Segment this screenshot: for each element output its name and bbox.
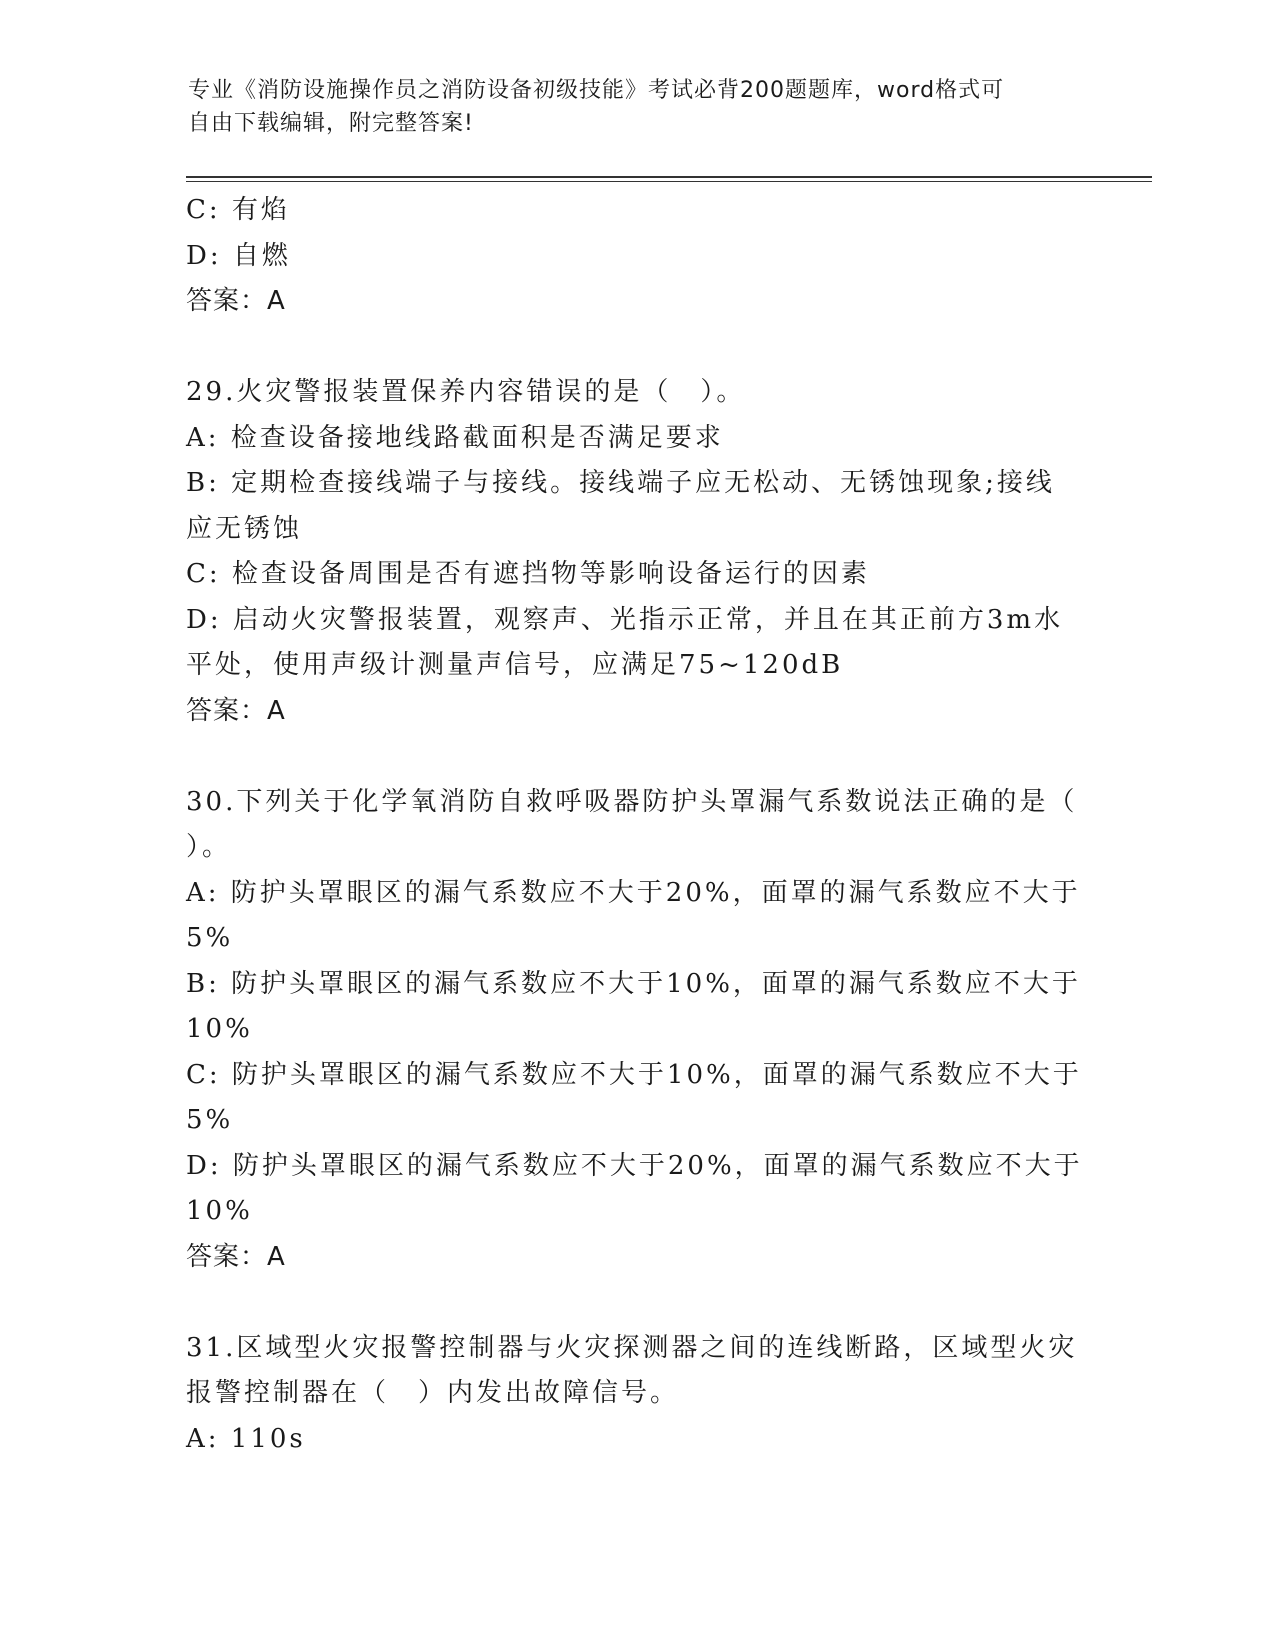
option-b-continued: 10%	[186, 1014, 253, 1044]
question-31	[186, 1326, 1086, 1463]
option-d-continued: 平处，使用声级计测量声信号，应满足75~120dB	[186, 650, 844, 680]
option-c: C: 有焰	[186, 195, 290, 225]
previous-question	[186, 188, 1086, 325]
option-d-continued: 10%	[186, 1196, 253, 1226]
option-b-continued: 应无锈蚀	[186, 513, 303, 544]
question-content	[186, 188, 1086, 1462]
option-b: B: 防护头罩眼区的漏气系数应不大于10%，面罩的漏气系数应不大于	[186, 968, 1081, 999]
option-a: A: 110s	[186, 1423, 306, 1454]
answer: 答案：A	[186, 695, 286, 726]
question-30	[186, 780, 1086, 1281]
option-a: A: 检查设备接地线路截面积是否满足要求	[186, 422, 724, 453]
header-divider-thin	[186, 181, 1152, 182]
question-stem-continued: ）。	[186, 832, 232, 862]
spacer	[186, 734, 1086, 780]
spacer	[186, 1280, 1086, 1326]
question-stem: 31.区域型火灾报警控制器与火灾探测器之间的连线断路，区域型火灾	[186, 1332, 1078, 1363]
option-a: A: 防护头罩眼区的漏气系数应不大于20%，面罩的漏气系数应不大于	[186, 877, 1081, 908]
option-c-continued: 5%	[186, 1105, 234, 1135]
option-b: B: 定期检查接线端子与接线。接线端子应无松动、无锈蚀现象;接线	[186, 468, 1055, 498]
header-divider-thick	[186, 176, 1152, 178]
question-29	[186, 370, 1086, 734]
question-stem: 30.下列关于化学氧消防自救呼吸器防护头罩漏气系数说法正确的是（	[186, 786, 1078, 817]
option-d: D: 防护头罩眼区的漏气系数应不大于20%，面罩的漏气系数应不大于	[186, 1150, 1083, 1181]
document-header	[188, 74, 1068, 140]
header-line-1: 专业《消防设施操作员之消防设备初级技能》考试必背200题题库，word格式可	[188, 78, 1005, 103]
spacer	[186, 325, 1086, 371]
option-a-continued: 5%	[186, 923, 234, 953]
option-d: D: 启动火灾警报装置，观察声、光指示正常，并且在其正前方3m水	[186, 604, 1064, 635]
answer: 答案：A	[186, 1241, 286, 1272]
question-stem-continued: 报警控制器在（ ）内发出故障信号。	[186, 1378, 680, 1408]
option-c: C: 防护头罩眼区的漏气系数应不大于10%，面罩的漏气系数应不大于	[186, 1059, 1082, 1090]
option-c: C: 检查设备周围是否有遮挡物等影响设备运行的因素	[186, 559, 870, 589]
header-line-2: 自由下载编辑，附完整答案!	[188, 111, 474, 136]
option-d: D: 自燃	[186, 240, 291, 271]
question-stem: 29.火灾警报装置保养内容错误的是（ ）。	[186, 377, 746, 407]
answer: 答案：A	[186, 286, 286, 316]
